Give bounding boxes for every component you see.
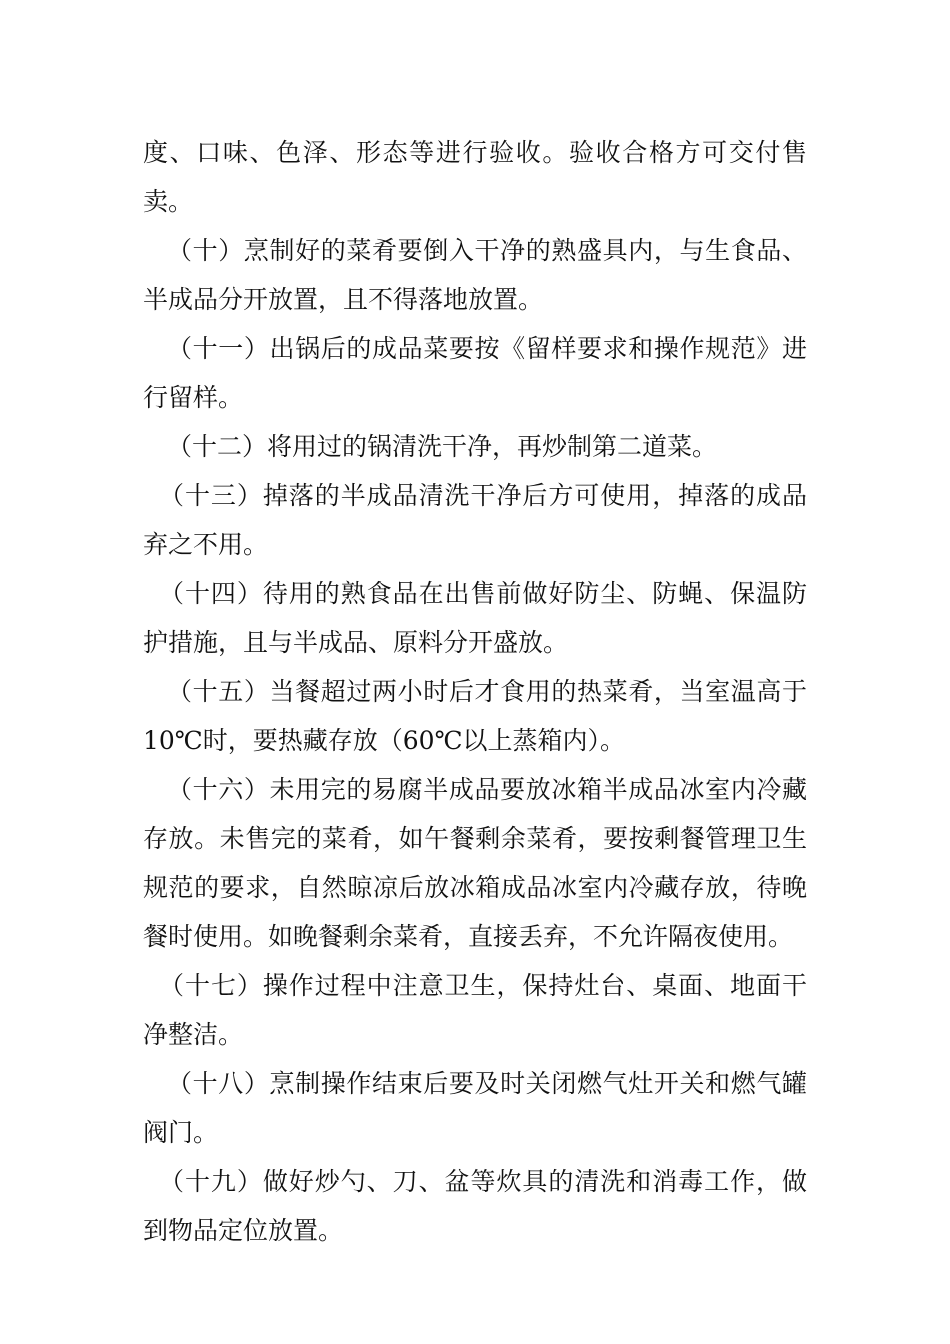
paragraph-continuation: 度、口味、色泽、形态等进行验收。验收合格方可交付售卖。 [143,138,807,216]
paragraph-item-15: （十五）当餐超过两小时后才食用的热菜肴，当室温高于10℃时，要热藏存放（60℃以上蒸箱内）。 [143,677,807,755]
document-body [143,128,807,1255]
paragraph-item-10: （十）烹制好的菜肴要倒入干净的熟盛具内，与生食品、半成品分开放置，且不得落地放置。 [143,236,807,314]
paragraph-item-11: （十一）出锅后的成品菜要按《留样要求和操作规范》进行留样。 [143,334,807,412]
paragraph-item-18: （十八）烹制操作结束后要及时关闭燃气灶开关和燃气罐阀门。 [143,1069,807,1147]
paragraph-item-12: （十二）将用过的锅清洗干净，再炒制第二道菜。 [167,432,718,461]
paragraph-item-19: （十九）做好炒勺、刀、盆等炊具的清洗和消毒工作，做到物品定位放置。 [143,1167,807,1245]
paragraph-item-17: （十七）操作过程中注意卫生，保持灶台、桌面、地面干净整洁。 [143,971,807,1049]
paragraph-item-13: （十三）掉落的半成品清洗干净后方可使用，掉落的成品弃之不用。 [143,481,807,559]
paragraph-item-16: （十六）未用完的易腐半成品要放冰箱半成品冰室内冷藏存放。未售完的菜肴，如午餐剩余菜肴，要按剩餐管理卫生规范的要求，自然晾凉后放冰箱成品冰室内冷藏存放，待晚餐时使用。如晚餐剩余菜肴，直接丢弃，不允许隔夜使用。 [143,775,807,951]
paragraph-item-14: （十四）待用的熟食品在出售前做好防尘、防蝇、保温防护措施，且与半成品、原料分开盛放。 [143,579,807,657]
